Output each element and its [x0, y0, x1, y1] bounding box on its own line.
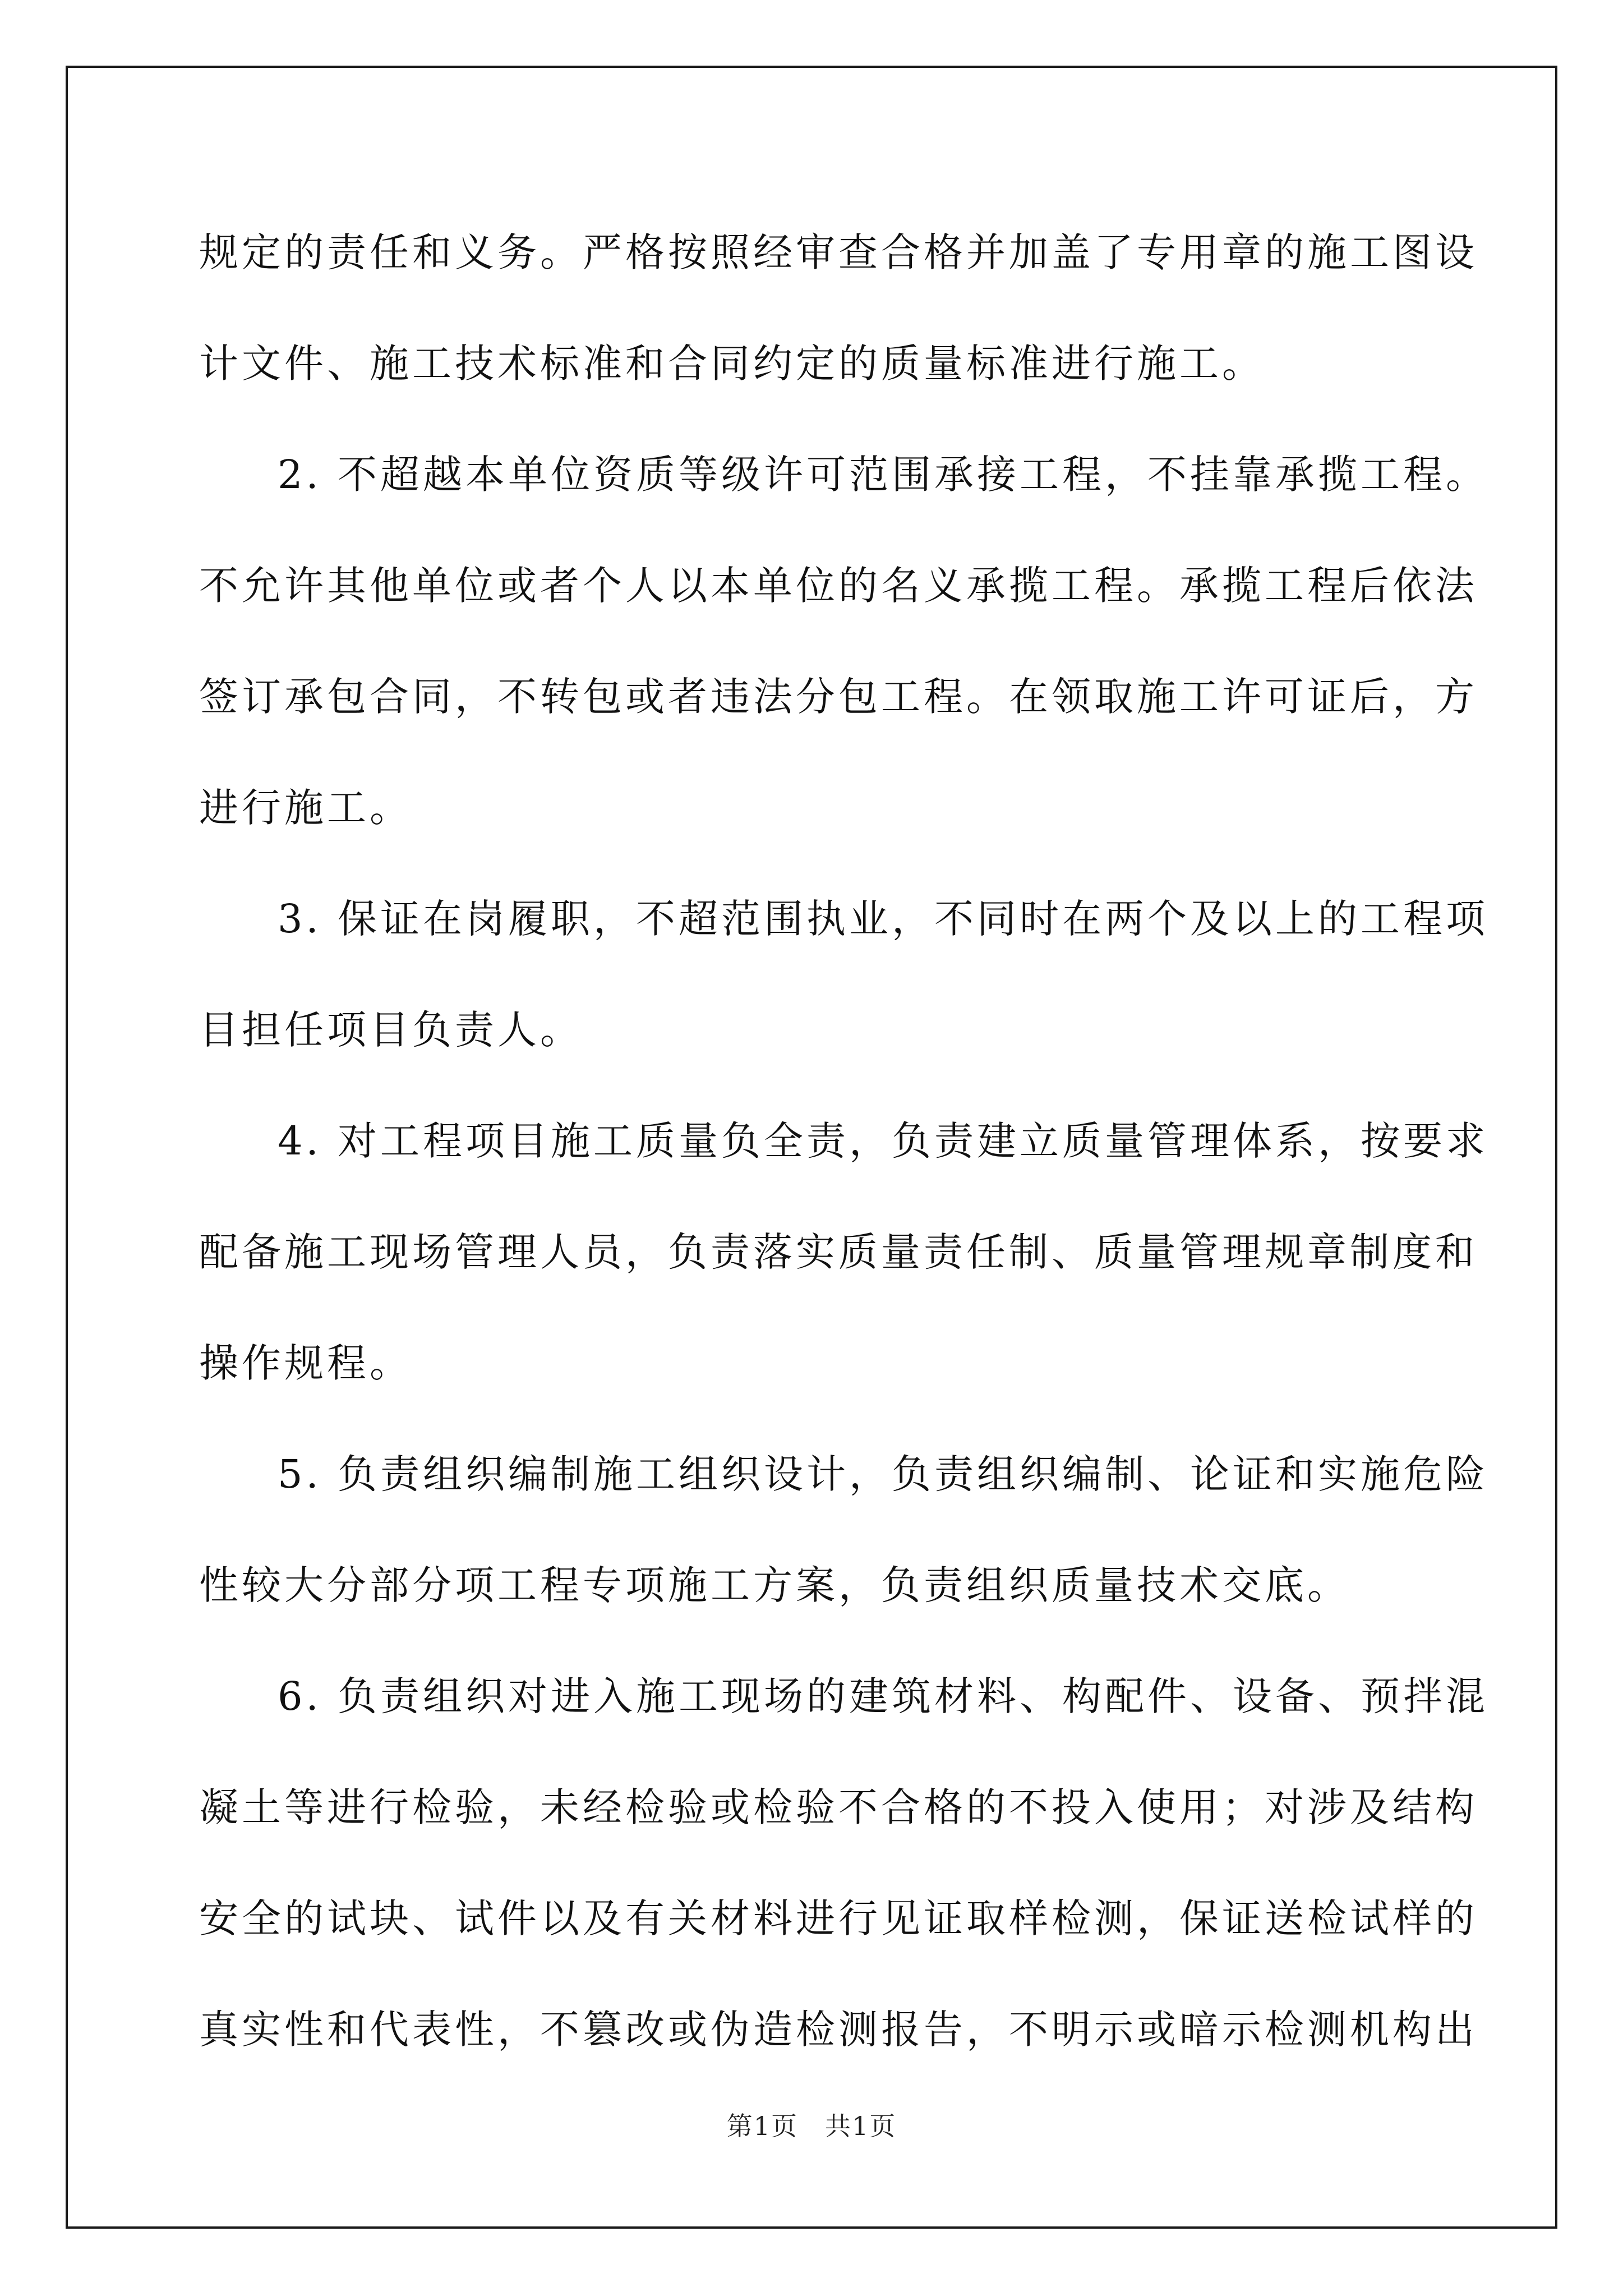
- text-line: 凝土等进行检验，未经检验或检验不合格的不投入使用；对涉及结构: [199, 1784, 1478, 1830]
- text-line: 2. 不超越本单位资质等级许可范围承接工程，不挂靠承揽工程。: [278, 452, 1489, 498]
- text-line: 不允许其他单位或者个人以本单位的名义承揽工程。承揽工程后依法: [199, 563, 1478, 609]
- text-line: 进行施工。: [199, 785, 412, 831]
- text-line: 配备施工现场管理人员，负责落实质量责任制、质量管理规章制度和: [199, 1229, 1478, 1275]
- text-line: 规定的责任和义务。严格按照经审查合格并加盖了专用章的施工图设: [199, 229, 1478, 275]
- text-line: 目担任项目负责人。: [199, 1007, 583, 1053]
- text-line: 操作规程。: [199, 1340, 412, 1386]
- text-line: 5. 负责组织编制施工组织设计，负责组织编制、论证和实施危险: [278, 1451, 1489, 1497]
- document-body: [199, 210, 1489, 2099]
- text-line: 签订承包合同，不转包或者违法分包工程。在领取施工许可证后，方: [199, 674, 1478, 720]
- text-line: 4. 对工程项目施工质量负全责，负责建立质量管理体系，按要求: [278, 1118, 1489, 1164]
- page-number-footer: 第1页 共1页: [726, 2111, 897, 2141]
- text-line: 性较大分部分项工程专项施工方案，负责组织质量技术交底。: [199, 1562, 1350, 1608]
- text-line: 3. 保证在岗履职，不超范围执业，不同时在两个及以上的工程项: [278, 896, 1489, 942]
- text-line: 计文件、施工技术标准和合同约定的质量标准进行施工。: [199, 341, 1265, 386]
- text-line: 安全的试块、试件以及有关材料进行见证取样检测，保证送检试样的: [199, 1895, 1478, 1941]
- text-line: 6. 负责组织对进入施工现场的建筑材料、构配件、设备、预拌混: [278, 1673, 1489, 1719]
- text-line: 真实性和代表性，不篡改或伪造检测报告，不明示或暗示检测机构出: [199, 2007, 1478, 2053]
